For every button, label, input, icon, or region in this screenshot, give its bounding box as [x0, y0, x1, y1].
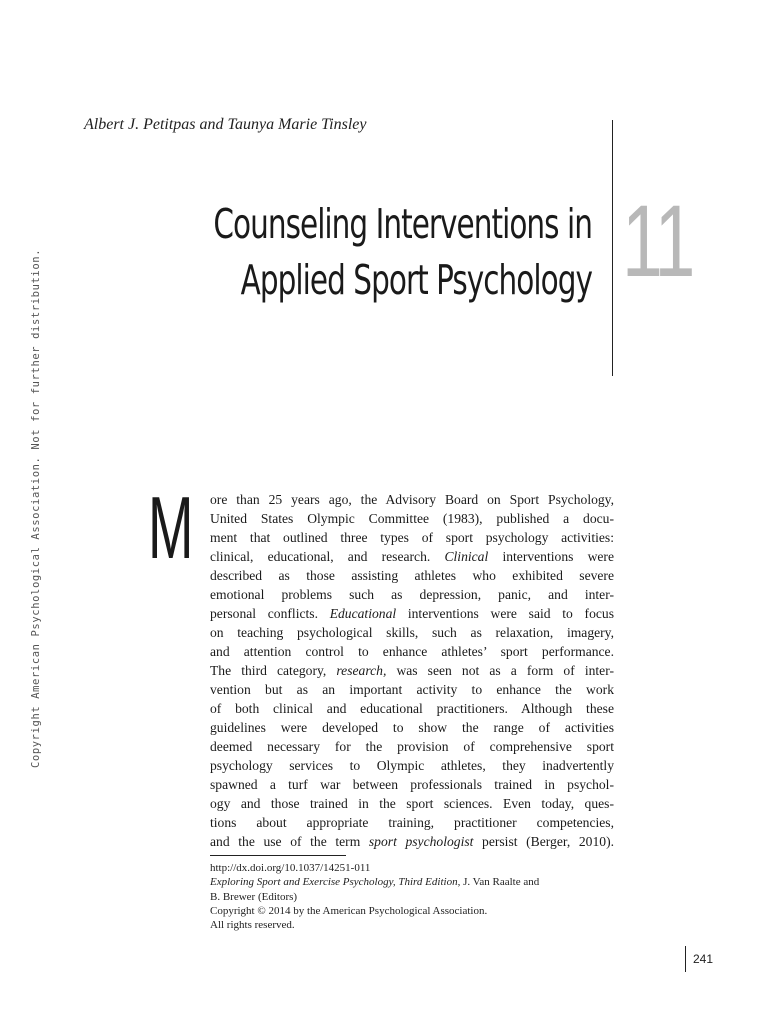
body-text-run: clinical, educational, and research.	[210, 549, 445, 564]
body-emphasis: sport psychologist	[368, 834, 474, 849]
body-text-run: deemed necessary for the provision of comprehensive sport	[210, 739, 614, 754]
footnote-copyright: Copyright © 2014 by the American Psychological Association.	[210, 904, 488, 917]
body-line	[210, 737, 614, 756]
footnote-book-title: Exploring Sport and Exercise Psychology, Third Edition,	[210, 876, 461, 889]
footnote-book-line	[210, 875, 610, 889]
body-text-run: and attention control to enhance athletes’ sport performance.	[210, 644, 614, 659]
body-text-run: of both clinical and educational practitioners. Although these	[210, 701, 614, 716]
body-line	[210, 832, 614, 851]
body-text-run: on teaching psychological skills, such as relaxation, imagery,	[210, 625, 614, 640]
body-emphasis: research,	[336, 663, 387, 678]
body-line	[210, 585, 614, 604]
body-line	[210, 661, 614, 680]
body-text-run: United States Olympic Committee (1983), published a docu-	[210, 511, 614, 526]
body-line	[210, 490, 614, 509]
body-text-run: ore than 25 years ago, the Advisory Board on Sport Psychology,	[210, 492, 614, 507]
body-text-run: interventions were said to focus	[396, 606, 614, 621]
body-line	[210, 775, 614, 794]
footnote-editors: B. Brewer (Editors)	[210, 890, 298, 903]
body-line	[210, 509, 614, 528]
chapter-divider-rule	[612, 120, 613, 376]
page-number-rule	[685, 946, 686, 972]
chapter-title-line-2: Applied Sport Psychology	[240, 256, 592, 304]
body-line	[210, 794, 614, 813]
body-text-run: ogy and those trained in the sport sciences. Even today, ques-	[210, 796, 614, 811]
body-text-run: described as those assisting athletes who exhibited severe	[210, 568, 614, 583]
body-text-run: The third category,	[210, 663, 337, 678]
drop-cap: M	[148, 478, 194, 577]
body-line	[210, 604, 614, 623]
body-text-run: psychology services to Olympic athletes, they inadvertently	[210, 758, 614, 773]
chapter-title	[176, 196, 592, 308]
chapter-number: 11	[622, 184, 693, 298]
body-text-run: spawned a turf war between professionals trained in psychol-	[210, 777, 614, 792]
body-line	[210, 813, 614, 832]
body-line	[210, 566, 614, 585]
copyright-notice-vertical: Copyright American Psychological Association. Not for further distribution.	[30, 248, 42, 768]
body-emphasis: Clinical	[444, 549, 489, 564]
body-text-run: interventions were	[488, 549, 614, 564]
body-text-run: emotional problems such as depression, panic, and inter-	[210, 587, 614, 602]
body-line	[210, 718, 614, 737]
footnote-doi: http://dx.doi.org/10.1037/14251-011	[210, 862, 371, 874]
body-text-run: and the use of the term	[210, 834, 369, 849]
body-line	[210, 623, 614, 642]
body-text-run: tions about appropriate training, practitioner competencies,	[210, 815, 614, 830]
body-text-run: personal conflicts.	[210, 606, 330, 621]
footnote-editors-part1: J. Van Raalte and	[460, 876, 540, 889]
body-line	[210, 680, 614, 699]
body-text-run: persist (Berger, 2010).	[473, 834, 614, 849]
body-text-run: guidelines were developed to show the range of activities	[210, 720, 614, 735]
body-line	[210, 756, 614, 775]
footnote-rights: All rights reserved.	[210, 919, 295, 932]
body-line	[210, 547, 614, 566]
chapter-authors: Albert J. Petitpas and Taunya Marie Tinsley	[84, 116, 367, 133]
body-line	[210, 642, 614, 661]
body-paragraph	[210, 490, 614, 851]
footnote-rule	[210, 855, 346, 856]
body-text-run: vention but as an important activity to enhance the work	[210, 682, 614, 697]
body-line	[210, 528, 614, 547]
page-number: 241	[693, 952, 714, 966]
chapter-title-line-1: Counseling Interventions in	[213, 200, 592, 248]
body-text-run: ment that outlined three types of sport psychology activities:	[210, 530, 614, 545]
body-text-run: was seen not as a form of inter-	[386, 663, 614, 678]
body-line	[210, 699, 614, 718]
footnote	[210, 861, 610, 932]
body-emphasis: Educational	[329, 606, 397, 621]
